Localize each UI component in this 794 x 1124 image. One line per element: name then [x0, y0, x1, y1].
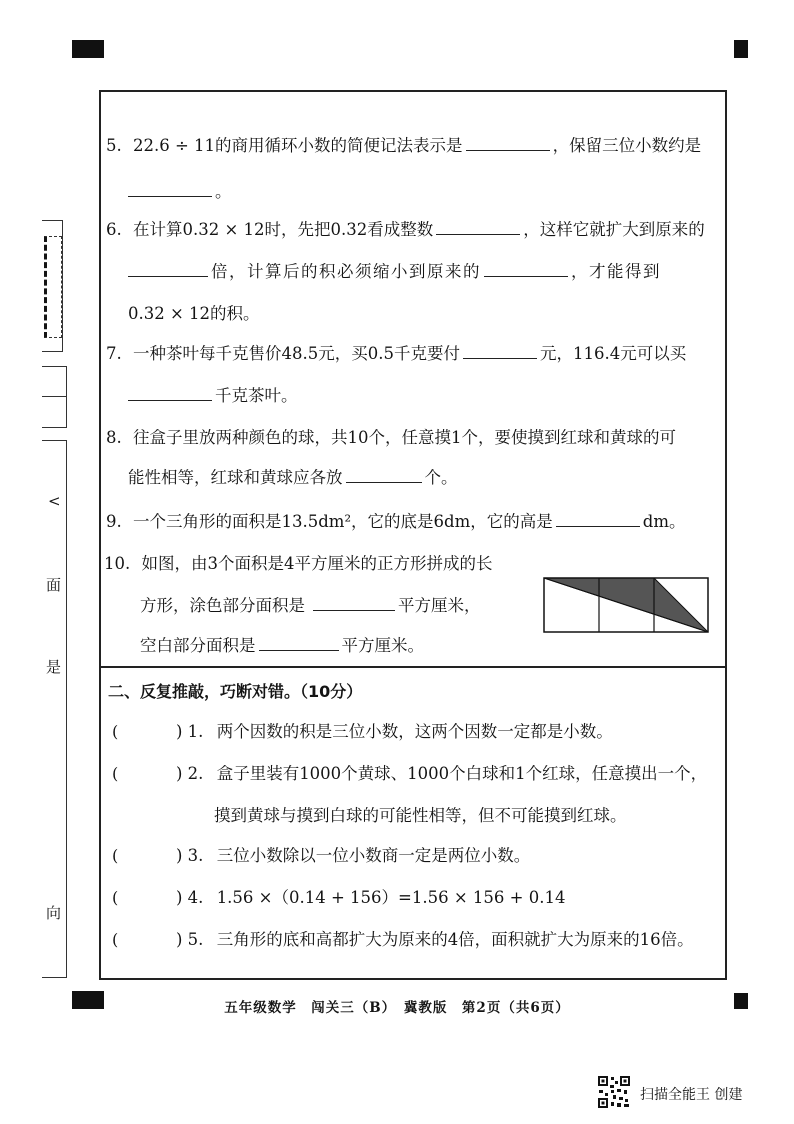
q5-text-b: ，保留三位小数约是 — [552, 136, 702, 155]
q10-text-e: 平方厘米。 — [341, 636, 424, 655]
side-char-1: < — [48, 492, 61, 510]
tf5-open-paren: ( — [112, 930, 119, 949]
q10-line-3 — [140, 634, 424, 658]
registration-mark-top-left — [72, 40, 104, 58]
q5-line-2 — [128, 180, 232, 204]
tf4-number: ) 4. — [176, 888, 204, 907]
q8-text-b: 能性相等，红球和黄球应各放 — [128, 468, 343, 487]
side-char-3: 是 — [46, 658, 62, 676]
tf2-number: ) 2. — [176, 764, 204, 783]
q5-blank-1[interactable] — [466, 134, 550, 151]
q5-number: 5. — [106, 136, 122, 155]
tf4-text: 1.56 ×（0.14 + 156）=1.56 × 156 + 0.14 — [216, 888, 566, 907]
q10-text-d: 空白部分面积是 — [140, 636, 256, 655]
tf1-number: ) 1. — [176, 722, 204, 741]
q10-line-2 — [140, 594, 481, 618]
q8-blank-1[interactable] — [346, 466, 422, 483]
q9-line-1 — [106, 510, 686, 534]
tf2-line[interactable] — [176, 762, 707, 786]
q6-text-a: 在计算0.32 × 12时，先把0.32看成整数 — [133, 220, 434, 239]
q7-number: 7. — [106, 344, 122, 363]
binding-bracket-2 — [42, 366, 67, 428]
tf5-line[interactable] — [176, 928, 694, 952]
q5-text-c: 。 — [215, 182, 232, 201]
q6-line-3 — [128, 302, 260, 326]
q10-text-a: 如图，由3个面积是4平方厘米的正方形拼成的长 — [141, 554, 493, 573]
tf1-text: 两个因数的积是三位小数，这两个因数一定都是小数。 — [216, 722, 613, 741]
tf2-line-2 — [214, 804, 627, 828]
tf1-line[interactable] — [176, 720, 613, 744]
tf3-open-paren: ( — [112, 846, 119, 865]
q7-blank-1[interactable] — [463, 342, 537, 359]
tf4-line[interactable] — [176, 886, 565, 910]
binding-line — [42, 396, 66, 397]
q10-line-1 — [104, 552, 493, 576]
q7-text-a: 一种茶叶每千克售价48.5元，买0.5千克要付 — [133, 344, 460, 363]
q10-figure — [542, 576, 710, 634]
registration-mark-top-right — [734, 40, 748, 58]
qr-code-icon — [597, 1075, 631, 1109]
q6-text-d: ，才能得到 — [571, 262, 661, 281]
q10-blank-2[interactable] — [259, 634, 339, 651]
q6-blank-2[interactable] — [128, 260, 208, 277]
tf3-text: 三位小数除以一位小数商一定是两位小数。 — [216, 846, 531, 865]
q8-number: 8. — [106, 428, 122, 447]
binding-bracket-3 — [42, 440, 67, 978]
q8-line-2 — [128, 466, 458, 490]
tf1-open-paren: ( — [112, 722, 119, 741]
q6-line-1 — [106, 218, 705, 242]
binding-bracket-dashed — [44, 236, 62, 338]
tf2-text-2: 摸到黄球与摸到白球的可能性相等，但不可能摸到红球。 — [214, 806, 627, 825]
q5-line-1 — [106, 134, 701, 158]
q6-line-2 — [128, 260, 661, 284]
q7-text-b: 元，116.4元可以买 — [539, 344, 687, 363]
q10-text-b: 方形，涂色部分面积是 — [140, 596, 305, 615]
tf5-text: 三角形的底和高都扩大为原来的4倍，面积就扩大为原来的16倍。 — [216, 930, 694, 949]
tf3-line[interactable] — [176, 844, 530, 868]
side-char-4: 向 — [46, 904, 62, 922]
section2-title: 二、反复推敲，巧断对错。（10分） — [108, 682, 363, 701]
q5-blank-2[interactable] — [128, 180, 212, 197]
q6-number: 6. — [106, 220, 122, 239]
tf2-open-paren: ( — [112, 764, 119, 783]
tf3-number: ) 3. — [176, 846, 204, 865]
q8-text-a: 往盒子里放两种颜色的球，共10个，任意摸1个，要使摸到红球和黄球的可 — [133, 428, 676, 447]
page-footer: 五年级数学 闯关三（B） 冀教版 第2页（共6页） — [224, 1000, 570, 1016]
q6-text-e: 0.32 × 12的积。 — [128, 304, 260, 323]
q10-text-c: 平方厘米， — [398, 596, 481, 615]
q10-number: 10. — [104, 554, 131, 573]
q9-text-a: 一个三角形的面积是13.5dm²，它的底是6dm，它的高是 — [133, 512, 553, 531]
q9-blank-1[interactable] — [556, 510, 640, 527]
q7-blank-2[interactable] — [128, 384, 212, 401]
tf4-open-paren: ( — [112, 888, 119, 907]
q7-text-c: 千克茶叶。 — [215, 386, 298, 405]
q7-line-2 — [128, 384, 298, 408]
q9-text-b: dm。 — [642, 512, 686, 531]
q6-text-b: ，这样它就扩大到原来的 — [523, 220, 705, 239]
section-divider — [99, 666, 727, 668]
q6-blank-3[interactable] — [484, 260, 568, 277]
tf5-number: ) 5. — [176, 930, 204, 949]
q8-line-1 — [106, 426, 676, 450]
q7-line-1 — [106, 342, 686, 366]
scanner-watermark: 扫描全能王 创建 — [640, 1087, 743, 1103]
q9-number: 9. — [106, 512, 122, 531]
q5-text-a: 22.6 ÷ 11的商用循环小数的简便记法表示是 — [133, 136, 463, 155]
q8-text-c: 个。 — [424, 468, 458, 487]
tf2-text: 盒子里装有1000个黄球、1000个白球和1个红球，任意摸出一个， — [216, 764, 708, 783]
side-char-2: 面 — [46, 576, 62, 594]
q10-blank-1[interactable] — [313, 594, 395, 611]
q6-blank-1[interactable] — [436, 218, 520, 235]
q6-text-c: 倍，计算后的积必须缩小到原来的 — [211, 262, 481, 281]
